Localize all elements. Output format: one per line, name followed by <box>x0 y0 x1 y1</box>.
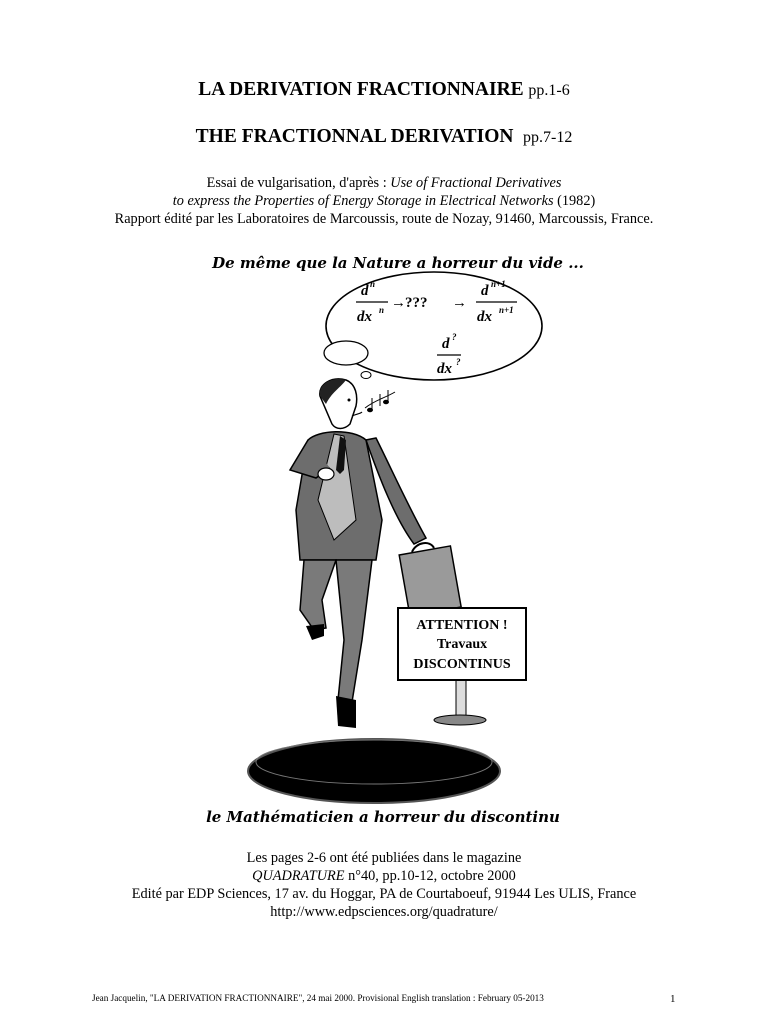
sign-line-1: ATTENTION ! <box>416 618 508 633</box>
thought-bubble-small <box>324 341 368 365</box>
svg-text:???: ??? <box>405 295 428 311</box>
publication-line-2 <box>0 867 768 885</box>
svg-text:→: → <box>391 295 406 311</box>
essay-line-1-prefix: Essai de vulgarisation, d'après : <box>206 175 387 191</box>
top-caption: De même que la Nature a horreur du vide ... <box>212 254 584 272</box>
publication-block <box>0 849 768 921</box>
magazine-name: QUADRATURE <box>252 868 345 884</box>
essay-line-2-year: (1982) <box>557 193 596 209</box>
title-french-main: LA DERIVATION FRACTIONNAIRE <box>198 79 524 100</box>
svg-text:d: d <box>361 283 369 299</box>
svg-text:dx: dx <box>477 309 492 325</box>
svg-text:n+1: n+1 <box>499 305 514 315</box>
thought-bubble <box>326 272 542 380</box>
warning-sign <box>398 608 526 725</box>
svg-text:d: d <box>481 283 489 299</box>
footer-citation: Jean Jacquelin, "LA DERIVATION FRACTIONNAIRE", 24 mai 2000. Provisional English translation : February 05-2013 <box>92 993 544 1003</box>
sign-line-3: DISCONTINUS <box>413 657 511 672</box>
essay-line-2-title: to express the Properties of Energy Storage in Electrical Networks <box>172 193 554 209</box>
publication-line-3: Edité par EDP Sciences, 17 av. du Hoggar, PA de Courtaboeuf, 91944 Les ULIS, France <box>131 886 637 902</box>
briefcase <box>399 543 461 616</box>
magazine-issue: n°40, pp.10-12, octobre 2000 <box>348 868 516 884</box>
svg-text:→: → <box>452 295 467 311</box>
svg-text:dx: dx <box>357 309 372 325</box>
svg-text:?: ? <box>452 332 457 342</box>
svg-text:n+1: n+1 <box>491 279 506 289</box>
bottom-caption: le Mathématicien a horreur du discontinu <box>206 808 560 826</box>
publication-url: http://www.edpsciences.org/quadrature/ <box>270 904 498 920</box>
title-french-pages: pp.1-6 <box>528 82 570 99</box>
page-number: 1 <box>670 993 676 1005</box>
title-english-pages: pp.7-12 <box>523 129 573 146</box>
music-notes <box>365 390 395 412</box>
svg-text:dx: dx <box>437 361 452 377</box>
publication-line-1: Les pages 2-6 ont été publiées dans le magazine <box>246 850 522 866</box>
svg-text:?: ? <box>456 357 461 367</box>
thought-bubble-dot <box>361 372 371 379</box>
essay-line-3: Rapport édité par les Laboratoires de Marcoussis, route de Nozay, 91460, Marcoussis, France. <box>114 211 654 227</box>
title-english-main: THE FRACTIONNAL DERIVATION <box>195 126 514 147</box>
svg-text:n: n <box>379 305 385 315</box>
svg-text:n: n <box>370 279 376 289</box>
svg-text:d: d <box>442 336 450 352</box>
essay-line-1-title: Use of Fractional Derivatives <box>390 175 562 191</box>
sign-line-2: Travaux <box>436 637 488 652</box>
hole <box>248 739 500 803</box>
